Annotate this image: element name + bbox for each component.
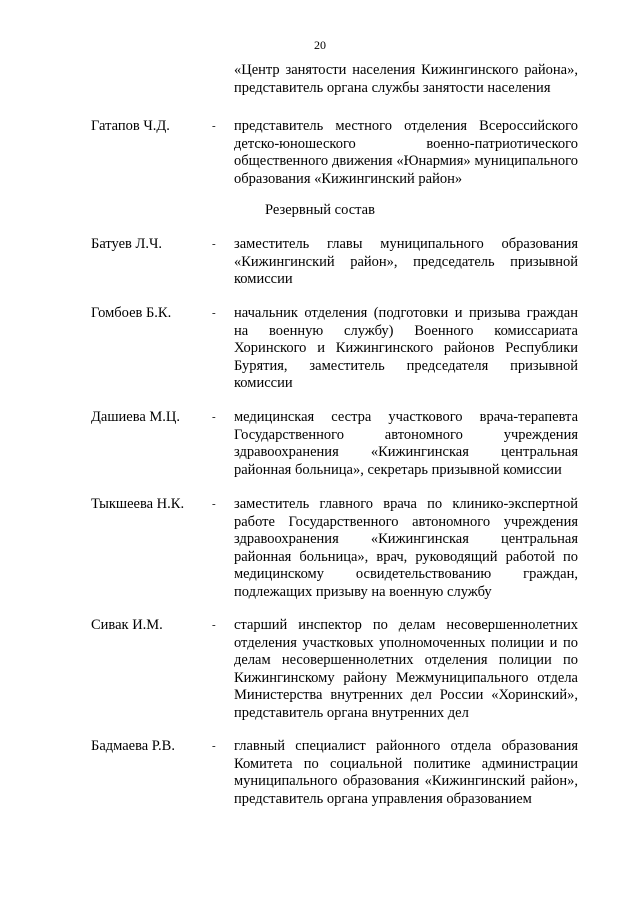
member-role: медицинская сестра участкового врача-терапевта Государственного автономного учреждения здравоохранения «Кижингинская центральная районная больница», секретарь призывной комиссии — [234, 409, 578, 478]
member-dash: - — [212, 120, 216, 132]
member-role: главный специалист районного отдела образования Комитета по социальной политике администрации муниципального образования «Кижингинский район», представитель органа управления образованием — [234, 738, 578, 807]
reserve-heading: Резервный состав — [265, 202, 375, 218]
member-name: Дашиева М.Ц. — [91, 409, 181, 425]
member-dash: - — [212, 619, 216, 631]
member-name: Тыкшеева Н.К. — [91, 496, 185, 512]
member-name: Батуев Л.Ч. — [91, 236, 163, 252]
member-role: представитель местного отделения Всероссийского детско-юношеского военно-патриотического общественного движения «Юнармия» муниципального образования «Кижингинский район» — [234, 118, 578, 187]
member-dash: - — [212, 411, 216, 423]
member-role: заместитель главы муниципального образования «Кижингинский район», председатель призывной комиссии — [234, 236, 578, 287]
member-name: Сивак И.М. — [91, 617, 163, 633]
member-role: заместитель главного врача по клинико-экспертной работе Государственного автономного учреждения здравоохранения «Кижингинская центральная районная больница», врач, руководящий работой по медицинскому освидетельствованию граждан, подлежащих призыву на военную службу — [234, 496, 578, 600]
member-name: Бадмаева Р.В. — [91, 738, 175, 754]
member-dash: - — [212, 498, 216, 510]
member-name: Гатапов Ч.Д. — [91, 118, 170, 134]
member-dash: - — [212, 740, 216, 752]
page-number: 20 — [314, 38, 326, 52]
member-role: начальник отделения (подготовки и призыва граждан на военную службу) Военного комиссариата Хоринского и Кижингинского районов Республики Бурятия, заместитель председателя призывной комиссии — [234, 305, 578, 391]
member-role: старший инспектор по делам несовершеннолетних отделения участковых уполномоченных полиции и по делам несовершеннолетних отделения полиции по Кижингинскому району Межмуниципального отдела Министерства внутренних дел России «Хоринский», представитель органа внутренних дел — [234, 617, 578, 721]
continuation-text: «Центр занятости населения Кижингинского района», представитель органа службы занятости населения — [234, 62, 578, 96]
member-name: Гомбоев Б.К. — [91, 305, 172, 321]
member-dash: - — [212, 238, 216, 250]
member-dash: - — [212, 307, 216, 319]
